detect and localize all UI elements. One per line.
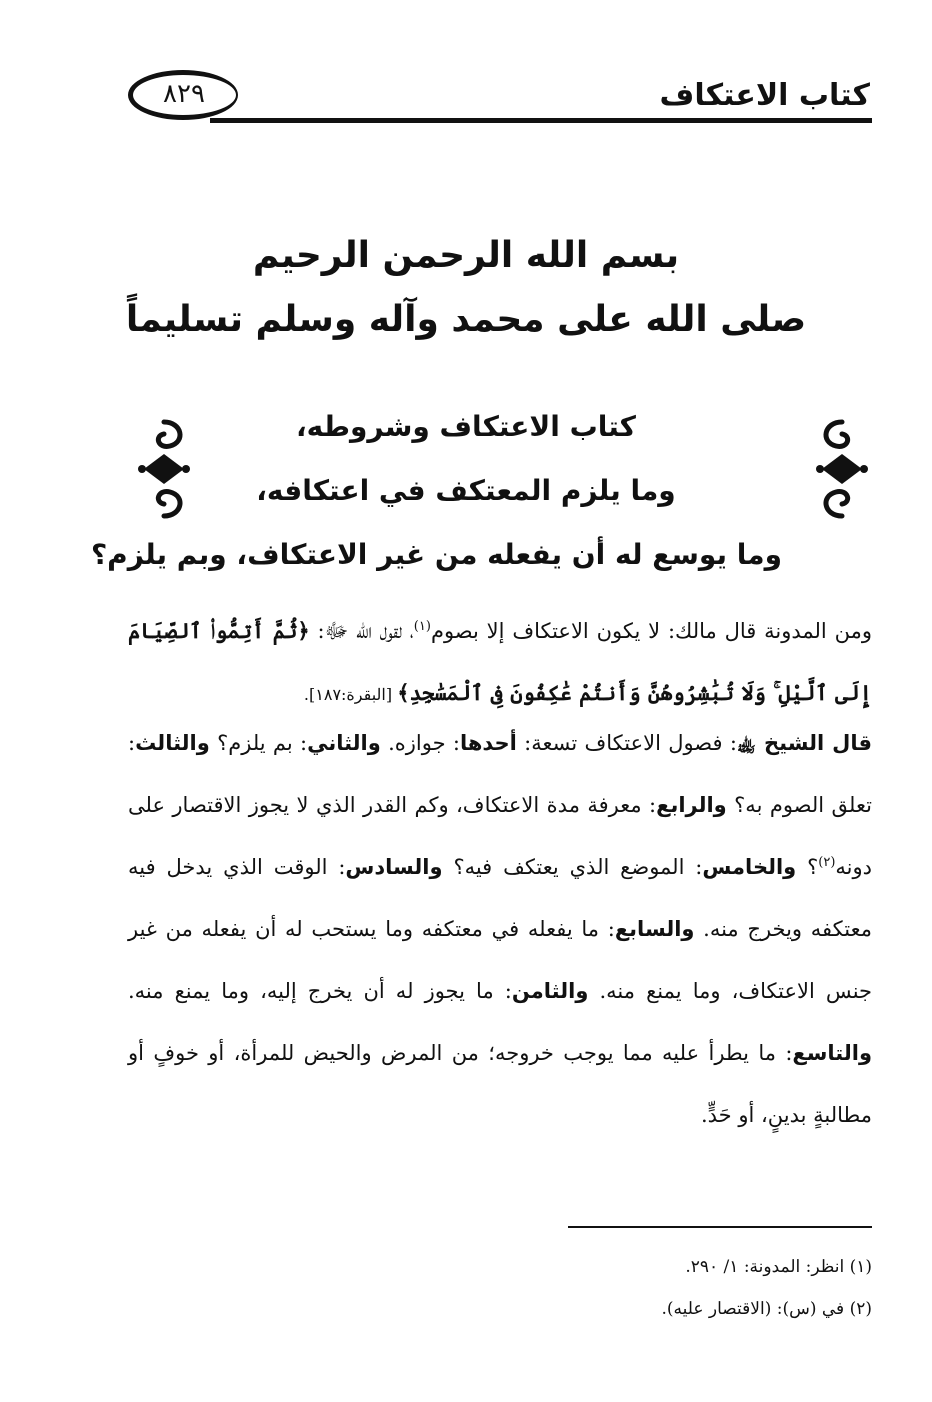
para1-text-a: ومن المدونة قال مالك: لا يكون الاعتكاف إلا بصوم (430, 619, 872, 643)
para2-text: : معرفة مدة الاعتكاف، وكم القدر الذي لا يجوز الاقتصار على دونه (128, 793, 872, 879)
para2-text: : الموضع الذي يعتكف فيه؟ (442, 855, 703, 879)
quran-verse: ﴿ثُمَّ أَتِمُّوا۟ ٱلصِّيَامَ إِلَى ٱلَّيْلِ ۚ وَلَا تُبَٰشِرُوهُنَّ وَأَنتُمْ عَٰكِفُونَ فِى ٱلْمَسَٰجِدِ﴾ (128, 618, 872, 705)
para2-text: : فصول الاعتكاف تسعة: (516, 731, 737, 755)
para2-text: : ما يفعله في معتكفه وما يستحب له أن يفعله من غير جنس الاعتكاف، وما يمنع منه. (128, 917, 873, 1003)
chapter-title-line-1: كتاب الاعتكاف وشروطه، (296, 410, 636, 443)
paragraph-mudawwana (128, 600, 872, 726)
footnote-marker-2: (٢) (818, 855, 836, 870)
section-label: والسابع (614, 917, 695, 941)
section-label: والتاسع (792, 1041, 872, 1065)
section-label: والرابع (656, 793, 727, 817)
verse-reference: [البقرة:١٨٧]. (303, 685, 398, 704)
footnote-2: (٢) في (س): (الاقتصار عليه). (661, 1299, 872, 1319)
chapter-title-line-2: وما يلزم المعتكف في اعتكافه، (256, 474, 676, 507)
basmala-heading: بسم الله الرحمن الرحيم (252, 235, 680, 276)
footnote-marker-1: (١) (413, 619, 431, 634)
para2-text: : ما يطرأ عليه مما يوجب خروجه؛ من المرض والحيض للمرأة، أو خوفٍ أو مطالبةٍ بدينٍ، أو حَدٍّ. (128, 1041, 872, 1127)
section-label: والثالث (135, 731, 210, 755)
ornament-left-icon (134, 414, 194, 524)
para2-text: : تعلق الصوم به؟ (128, 731, 872, 817)
section-label: أحدها (459, 731, 517, 755)
footnote-rule (568, 1226, 872, 1228)
para2-text: : بم يلزم؟ (209, 731, 308, 755)
page-number: ٨٢٩ (163, 79, 205, 109)
ornament-right-icon (812, 414, 872, 524)
section-label: والخامس (702, 855, 797, 879)
para1-text-b: ، لقول الله ﷻ: (309, 619, 414, 643)
section-label: والسادس (345, 855, 443, 879)
para2-lead: قال الشيخ ﵀ (736, 731, 872, 755)
section-label: والثامن (511, 979, 589, 1003)
chapter-title-line-3: وما يوسع له أن يفعله من غير الاعتكاف، وبم يلزم؟ (90, 538, 782, 571)
running-header-title: كتاب الاعتكاف (659, 78, 870, 113)
para2-text: : ما يجوز له أن يخرج إليه، وما يمنع منه. (128, 979, 512, 1003)
section-label: والثاني (307, 731, 381, 755)
footnote-1: (١) انظر: المدونة: ١/ ٢٩٠. (685, 1257, 872, 1277)
paragraph-chapters (128, 712, 872, 1146)
salat-heading: صلى الله على محمد وآله وسلم تسليماً (125, 299, 807, 340)
para2-text: ؟ (796, 855, 819, 879)
para2-text: : جوازه. (380, 731, 460, 755)
header-rule (210, 118, 872, 123)
para2-text: : الوقت الذي يدخل فيه معتكفه ويخرج منه. (128, 855, 872, 941)
